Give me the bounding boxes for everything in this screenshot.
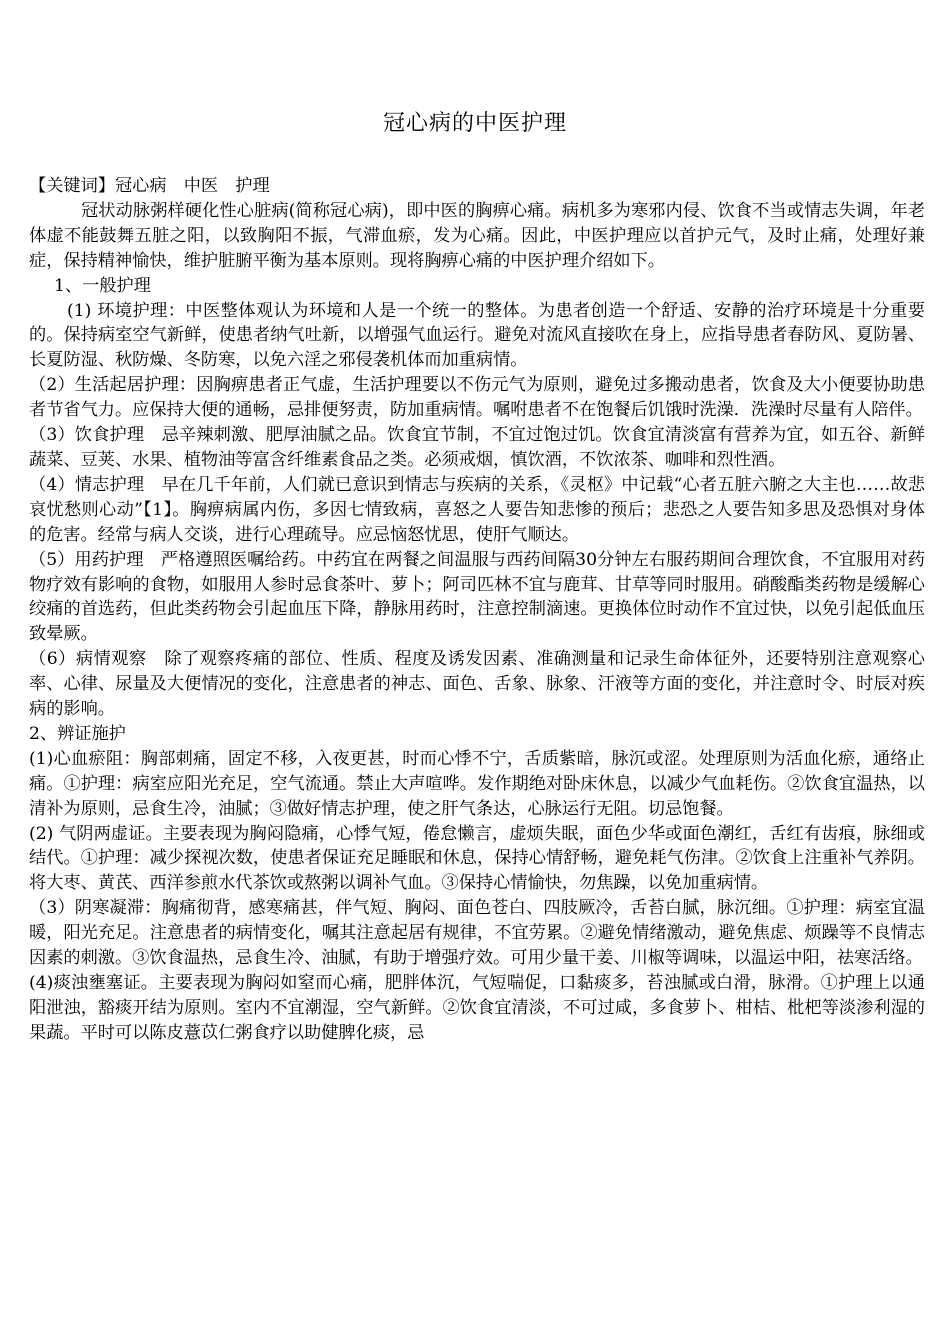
- paragraph-daily-life-care: （2）生活起居护理：因胸痹患者正气虚，生活护理要以不伤元气为原则，避免过多搬动患者，饮食及大小便要协助患者节省气力。应保持大便的通畅，忌排便努责，防加重病情。嘱咐患者不在饱餐后饥饿时洗澡．洗澡时尽量有人陪伴。: [29, 375, 925, 421]
- paragraph-diet-care: （3）饮食护理 忌辛辣刺激、肥厚油腻之品。饮食宜节制，不宜过饱过饥。饮食宜清淡富有营养为宜，如五谷、新鲜蔬菜、豆荚、水果、植物油等富含纤维素食品之类。必须戒烟，慎饮酒，不饮浓茶、咖啡和烈性酒。: [29, 425, 925, 470]
- paragraph-emotional-care: （4）情志护理 早在几千年前，人们就已意识到情志与疾病的关系，《灵枢》中记载“心者五脏六腑之大主也……故悲哀忧愁则心动”【1】。胸痹病属内伤，多因七情致病，喜怒之人要告知悲惨的预后；悲恐之人要告知多思及恐惧对身体的危害。经常与病人交谈，进行心理疏导。应忌恼怒忧思，使肝气顺达。: [29, 474, 925, 545]
- paragraph-blood-stasis: (1)心血瘀阻：胸部刺痛，固定不移，入夜更甚，时而心悸不宁，舌质紫暗，脉沉或涩。处理原则为活血化瘀，通络止痛。①护理：病室应阳光充足，空气流通。禁止大声喧哗。发作期绝对卧床休息，以减少气血耗伤。②饮食宜温热，以清补为原则，忌食生冷，油腻；③做好情志护理，使之肝气条达，心脉运行无阻。切忌饱餐。: [29, 748, 925, 819]
- paragraph-phlegm-turbidity: (4)痰浊壅塞证。主要表现为胸闷如窒而心痛，肥胖体沉，气短喘促，口黏痰多，苔浊腻或白滑，脉滑。①护理上以通阳泄浊，豁痰开结为原则。室内不宜潮湿，空气新鲜。②饮食宜清淡，不可过咸，多食萝卜、柑桔、枇杷等淡渗利湿的果蔬。平时可以陈皮薏苡仁粥食疗以助健脾化痰，忌: [29, 973, 925, 1043]
- paragraph-yin-cold: （3）阴寒凝滞：胸痛彻背，感寒痛甚，伴气短、胸闷、面色苍白、四肢厥冷，舌苔白腻，脉沉细。①护理：病室宜温暖，阳光充足。注意患者的病情变化，嘱其注意起居有规律，不宜劳累。②避免情绪激动，避免焦虑、烦躁等不良情志因素的刺激。③饮食温热，忌食生冷、油腻，有助于增强疗效。可用少量干姜、川椒等调味，以温运中阳，祛寒活络。: [29, 898, 925, 969]
- intro-paragraph: 冠状动脉粥样硬化性心脏病(简称冠心病)，即中医的胸痹心痛。病机多为寒邪内侵、饮食不当或情志失调，年老体虚不能鼓舞五脏之阳，以致胸阳不振，气滞血瘀，发为心痛。因此，中医护理应以首护元气，及时止痛，处理好兼症，保持精神愉快，维护脏腑平衡为基本原则。现将胸痹心痛的中医护理介绍如下。: [29, 200, 925, 271]
- paragraph-condition-observation: （6）病情观察 除了观察疼痛的部位、性质、程度及诱发因素、准确测量和记录生命体征外，还要特别注意观察心率、心律、尿量及大便情况的变化，注意患者的神志、面色、舌象、脉象、汗液等方面的变化，并注意时令、时辰对疾病的影响。: [29, 649, 925, 720]
- document-title: 冠心病的中医护理: [382, 111, 567, 136]
- keywords-line: 【关键词】冠心病 中医 护理: [29, 176, 270, 196]
- section-heading-syndrome-care: 2、辨证施护: [29, 723, 126, 744]
- document-body: [29, 174, 925, 1046]
- paragraph-medication-care: （5）用药护理 严格遵照医嘱给药。中药宜在两餐之间温服与西药间隔30分钟左右服药期间合理饮食，不宜服用对药物疗效有影响的食物，如服用人参时忌食茶叶、萝卜；阿司匹林不宜与鹿茸、甘草等同时服用。硝酸酯类药物是缓解心绞痛的首选药，但此类药物会引起血压下降，静脉用药时，注意控制滴速。更换体位时动作不宜过快，以免引起低血压致晕厥。: [29, 549, 925, 645]
- paragraph-environment-care: (1) 环境护理：中医整体观认为环境和人是一个统一的整体。为患者创造一个舒适、安静的治疗环境是十分重要的。保持病室空气新鲜，使患者纳气吐新，以增强气血运行。避免对流风直接吹在身上，应指导患者春防风、夏防暑、长夏防湿、秋防燥、冬防寒，以免六淫之邪侵袭机体而加重病情。: [29, 300, 925, 371]
- paragraph-qi-yin-deficiency: (2) 气阴两虚证。主要表现为胸闷隐痛，心悸气短，倦怠懒言，虚烦失眠，面色少华或面色潮红，舌红有齿痕，脉细或结代。①护理：减少探视次数，使患者保证充足睡眠和休息，保持心情舒畅，避免耗气伤津。②饮食上注重补气养阴。将大枣、黄芪、西洋参煎水代茶饮或熬粥以调补气血。③保持心情愉快，勿焦躁，以免加重病情。: [29, 823, 925, 894]
- section-heading-general-care: 1、一般护理: [54, 275, 151, 296]
